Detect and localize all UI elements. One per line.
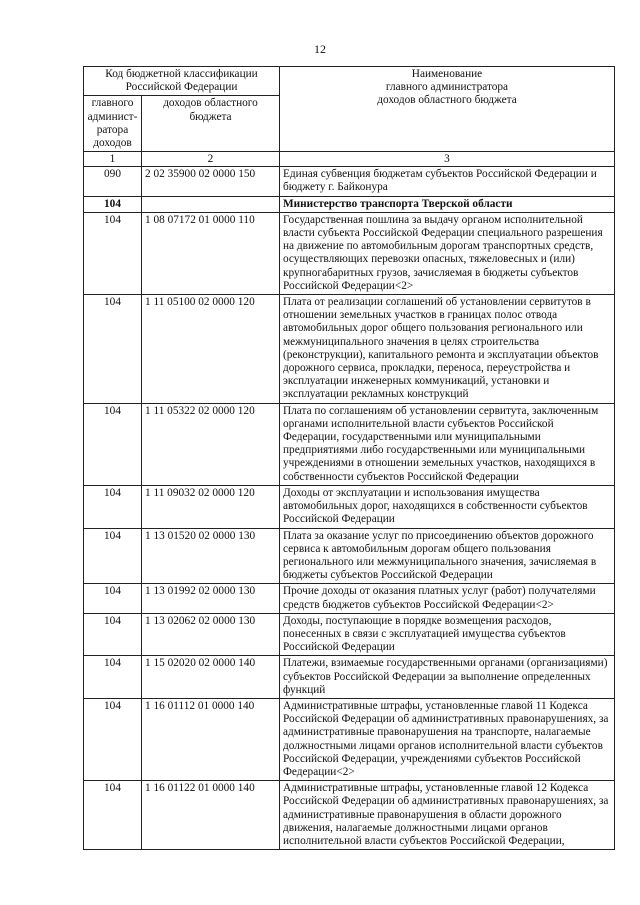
revenue-code-cell: 1 16 01112 01 0000 140: [142, 698, 280, 780]
administrator-code-header: главного админист- ратора доходов: [84, 96, 142, 152]
admin-code-cell: 104: [84, 584, 142, 613]
table-row: [84, 295, 615, 404]
page-number: 12: [314, 42, 326, 56]
revenue-name-cell: Единая субвенция бюджетам субъектов Российской Федерации и бюджету г. Байконура: [280, 167, 615, 196]
budget-code-group-header: Код бюджетной классификации Российской Федерации: [84, 67, 280, 96]
revenue-code-cell: 1 11 05322 02 0000 120: [142, 403, 280, 485]
admin-code-cell: 104: [84, 613, 142, 656]
table-row: [84, 698, 615, 780]
admin-code-cell: 104: [84, 212, 142, 294]
revenue-code-cell: 1 15 02020 02 0000 140: [142, 656, 280, 699]
revenue-code-cell: 1 08 07172 01 0000 110: [142, 212, 280, 294]
administrator-name-header: Наименование главного администратора доходов областного бюджета: [280, 67, 615, 152]
table-row: [84, 167, 615, 196]
revenue-code-cell: 1 13 02062 02 0000 130: [142, 613, 280, 656]
admin-code-cell: 104: [84, 485, 142, 528]
revenue-code-header: доходов областного бюджета: [142, 96, 280, 152]
revenue-name-cell: Административные штрафы, установленные главой 11 Кодекса Российской Федерации об административных правонарушениях, за административные правонарушения на транспорте, налагаемые должностными лицами органов исполнительной власти субъектов Российской Федерации, учреждениями субъектов Российской Федерации<2>: [280, 698, 615, 780]
table-header: [84, 67, 615, 167]
table-row: [84, 403, 615, 485]
revenue-name-cell: Доходы, поступающие в порядке возмещения расходов, понесенных в связи с эксплуатацией имущества субъектов Российской Федерации: [280, 613, 615, 656]
revenue-code-cell: 1 13 01520 02 0000 130: [142, 528, 280, 584]
ministry-row: [84, 196, 615, 212]
revenue-name-cell: Плата от реализации соглашений об установлении сервитутов в отношении земельных участков в границах полос отвода автомобильных дорог общего пользования регионального или межмуниципального значения в целях строительства (реконструкции), капитального ремонта и эксплуатации объектов дорожного сервиса, прокладки, переноса, переустройства и эксплуатации инженерных коммуникаций, установки и эксплуатации рекламных конструкций: [280, 295, 615, 404]
revenue-name-cell: Платежи, взимаемые государственными органами (организациями) субъектов Российской Федерации за выполнение определенных функций: [280, 656, 615, 699]
revenue-code-cell: 1 16 01122 01 0000 140: [142, 781, 280, 850]
admin-code-cell: 090: [84, 167, 142, 196]
table-body: [84, 167, 615, 850]
revenue-name-cell: Министерство транспорта Тверской области: [280, 196, 615, 212]
revenue-name-cell: Административные штрафы, установленные главой 12 Кодекса Российской Федерации об административных правонарушениях, за административные правонарушения в области дорожного движения, налагаемые должностными лицами органов исполнительной власти субъектов Российской Федерации,: [280, 781, 615, 850]
admin-code-cell: 104: [84, 781, 142, 850]
revenue-name-cell: Государственная пошлина за выдачу органом исполнительной власти субъекта Российской Федерации специального разрешения на движение по автомобильным дорогам транспортных средств, осуществляющих перевозки опасных, тяжеловесных и (или) крупногабаритных грузов, зачисляемая в бюджеты субъектов Российской Федерации<2>: [280, 212, 615, 294]
table-row: [84, 781, 615, 850]
table-row: [84, 528, 615, 584]
table-row: [84, 584, 615, 613]
column-number: 1: [84, 152, 142, 167]
revenue-name-cell: Плата за оказание услуг по присоединению объектов дорожного сервиса к автомобильным дорогам общего пользования регионального или межмуниципального значения, зачисляемая в бюджеты субъектов Российской Федерации: [280, 528, 615, 584]
revenue-code-cell: 1 13 01992 02 0000 130: [142, 584, 280, 613]
revenue-code-cell: 1 11 09032 02 0000 120: [142, 485, 280, 528]
revenue-code-cell: [142, 196, 280, 212]
revenue-name-cell: Доходы от эксплуатации и использования имущества автомобильных дорог, находящихся в собственности субъектов Российской Федерации: [280, 485, 615, 528]
table-row: [84, 212, 615, 294]
column-number-row: [84, 152, 615, 167]
revenue-code-cell: 1 11 05100 02 0000 120: [142, 295, 280, 404]
revenue-code-cell: 2 02 35900 02 0000 150: [142, 167, 280, 196]
admin-code-cell: 104: [84, 528, 142, 584]
column-number: 2: [142, 152, 280, 167]
column-number: 3: [280, 152, 615, 167]
admin-code-cell: 104: [84, 656, 142, 699]
table-row: [84, 485, 615, 528]
revenue-name-cell: Плата по соглашениям об установлении сервитута, заключенным органами исполнительной власти субъектов Российской Федерации, государственными или муниципальными предприятиями либо государственными или муниципальными учреждениями в отношении земельных участков, находящихся в собственности субъектов Российской Федерации: [280, 403, 615, 485]
admin-code-cell: 104: [84, 698, 142, 780]
admin-code-cell: 104: [84, 403, 142, 485]
table-row: [84, 613, 615, 656]
admin-code-cell: 104: [84, 295, 142, 404]
revenue-name-cell: Прочие доходы от оказания платных услуг (работ) получателями средств бюджетов субъектов Российской Федерации<2>: [280, 584, 615, 613]
admin-code-cell: 104: [84, 196, 142, 212]
table-row: [84, 656, 615, 699]
budget-classification-table: [83, 66, 615, 850]
